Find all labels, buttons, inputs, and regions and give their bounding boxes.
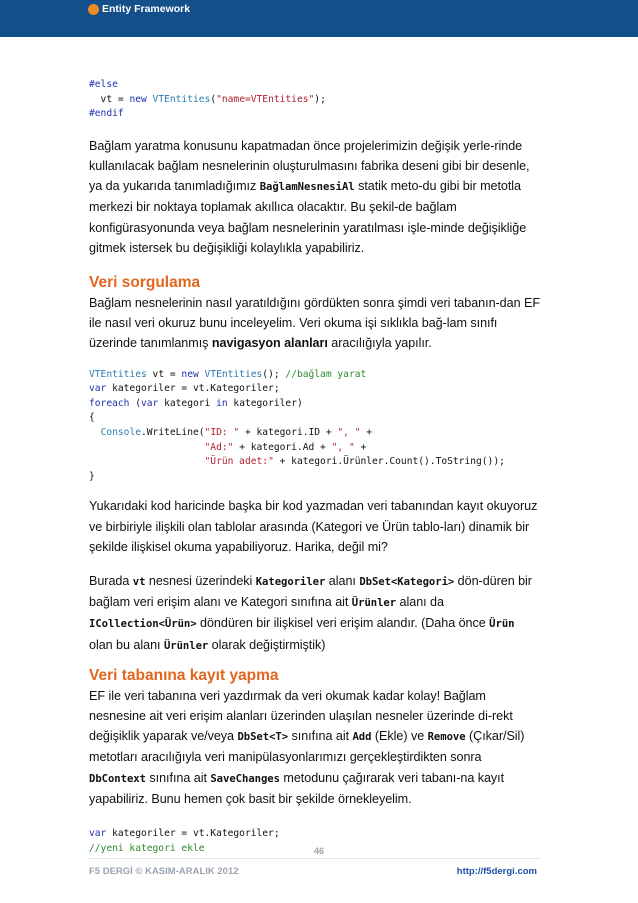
section-heading-veri-tabanina-kayit: Veri tabanına kayıt yapma — [89, 666, 279, 684]
header-title: Entity Framework — [102, 3, 191, 15]
code-token: .WriteLine( — [141, 426, 205, 438]
bold-text: navigasyon alanları — [211, 336, 328, 351]
code-token: kategori — [158, 397, 217, 409]
paragraph-4 — [89, 571, 541, 656]
inline-code: ICollection<Ürün> — [89, 618, 197, 631]
inline-code: BağlamNesnesiAl — [259, 181, 355, 194]
text-run: olan bu alanı — [89, 637, 164, 652]
code-token: new — [129, 93, 147, 105]
code-token: + kategori.Ad + — [233, 441, 332, 453]
code-token: Console — [100, 426, 141, 438]
code-token: ", " — [337, 426, 361, 438]
footer-divider — [89, 858, 541, 859]
code-token: "ID: " — [204, 426, 240, 438]
footer-copyright: F5 DERGİ © KASIM-ARALIK 2012 — [89, 866, 239, 877]
code-token: foreach — [89, 397, 130, 409]
text-run: nesnesi üzerindeki — [145, 573, 256, 588]
inline-code: SaveChanges — [210, 772, 280, 785]
code-token: + kategori.ID + — [239, 426, 338, 438]
inline-code: DbSet<Kategori> — [359, 575, 455, 588]
code-token: VTEntities — [89, 368, 147, 380]
code-token: ); — [314, 93, 326, 105]
text-run: döndüren bir ilişkisel veri erişim alandır. (Daha önce — [196, 616, 490, 631]
code-comment: //bağlam yarat — [285, 368, 367, 380]
paragraph-5 — [89, 686, 541, 809]
page-number: 46 — [313, 846, 324, 856]
inline-code: Kategoriler — [255, 575, 326, 588]
text-run: Bağlam yaratma konusunu kapatmadan önce projelerimizin değişik yerle-rinde kullanılacak bağlam nesnelerinin oluşturulmasını fabrika deseni gibi bir desenle, ya da yukarıda tanımladığımız — [89, 138, 530, 194]
inline-code: Ürünler — [351, 597, 397, 610]
code-token — [89, 427, 101, 438]
text-run: alanı da — [396, 595, 444, 610]
code-token — [89, 456, 205, 467]
paragraph-1 — [89, 136, 541, 258]
code-token: var — [89, 828, 107, 839]
text-run: sınıfına ait — [288, 729, 353, 744]
inline-code: Add — [352, 731, 372, 744]
code-token: (); — [262, 368, 286, 380]
text-run: (Ekle) ve — [371, 729, 428, 744]
code-block-2 — [89, 368, 541, 485]
code-token: #else — [89, 79, 118, 90]
code-token: } — [89, 470, 95, 482]
code-token: kategoriler = vt.Kategoriler; — [106, 383, 280, 395]
inline-code: vt — [132, 575, 146, 588]
header-bar — [0, 0, 638, 37]
text-run: EF ile veri tabanına veri yazdırmak da veri okumak kadar kolay! Bağlam nesnesine ait veri erişim alanları üzerinden ulaşılan nesneler üzerinde di-rekt değişiklik yaparak ve/veya — [89, 688, 513, 744]
code-token: ", " — [331, 441, 355, 453]
code-token: var — [141, 397, 159, 409]
code-comment: //yeni kategori ekle — [89, 842, 205, 854]
code-token: + kategori.Ürünler.Count().ToString()); — [273, 456, 505, 468]
code-token: #endif — [89, 108, 124, 120]
code-token: "Ürün adet:" — [204, 456, 274, 468]
text-run: dön-düren bir bağlam veri erişim alanı ve Kategori sınıfına ait — [89, 573, 532, 610]
code-token: + — [354, 441, 367, 453]
inline-code: Ürünler — [163, 639, 209, 652]
text-run: Bağlam nesnelerinin nasıl yaratıldığını gördükten sonra şimdi veri tabanın-dan EF ile nasıl veri okuruz bunu inceleyelim. Veri okuma işi sıklıkla bağ-lam sınıfı üzerinde tanımlanmış — [89, 296, 540, 351]
code-token: VTEntities — [204, 368, 263, 380]
code-token: VTEntities — [152, 93, 211, 105]
text-run: sınıfına ait — [145, 770, 211, 785]
footer-link[interactable]: http://f5dergi.com — [456, 866, 537, 877]
code-token: "Ad:" — [204, 441, 234, 453]
code-token: + — [360, 426, 373, 438]
inline-code: Remove — [427, 731, 466, 744]
text-run: aracılığıyla yapılır. — [327, 336, 432, 351]
text-run: alanı — [325, 573, 360, 588]
orange-dot-icon — [88, 4, 99, 15]
code-token: { — [89, 412, 95, 424]
text-run: olarak değiştirmiştik) — [208, 637, 326, 652]
code-token: var — [89, 383, 107, 395]
text-run: statik meto-du gibi bir metotla merkezi bir noktaya toplamak akıllıca olacaktır. Bu şekil-de bağlam konfigürasyonunda veya bağlam nesnelerinin yaratılması işle-minde değişikliğe gitmek istersek bu değişikliği kolaylıkla yapabiliriz. — [89, 179, 527, 255]
inline-code: DbSet<T> — [237, 731, 289, 744]
code-token: new — [181, 368, 199, 380]
section-heading-veri-sorgulama: Veri sorgulama — [89, 274, 201, 291]
paragraph-3: Yukarıdaki kod haricinde başka bir kod yazmadan veri tabanından kayıt okuyoruz ve birbiriyle ilişkili olan tablolar arasında (Kategori ve Ürün tablo-ları) dinamik bir şekilde ilişkisel okuma yapabiliyoruz. Harika, değil mi? — [89, 499, 538, 554]
code-token — [89, 442, 205, 453]
text-run: metodunu çağırarak veri tabanı-na kayıt yapabiliriz. Bunu hemen çok basit bir şekilde örnekleyelim. — [89, 770, 505, 806]
code-token: ( — [129, 397, 141, 409]
paragraph-2 — [89, 293, 541, 354]
code-token: vt = — [89, 93, 130, 105]
text-run: Burada — [89, 573, 133, 588]
code-token: vt = — [146, 368, 182, 380]
article-body — [89, 78, 541, 856]
code-block-1 — [89, 78, 541, 122]
code-token: "name=VTEntities" — [216, 93, 315, 105]
inline-code: Ürün — [489, 618, 515, 631]
code-token: kategoriler) — [227, 397, 303, 409]
inline-code: DbContext — [89, 772, 146, 785]
code-token: ( — [210, 93, 217, 105]
code-token: kategoriler = vt.Kategoriler; — [106, 828, 280, 839]
code-token: in — [216, 397, 228, 409]
text-run: (Çıkar/Sil) metotları aracılığıyla veri manipülasyonlarımızı gerçekleştirdikten sonra — [89, 729, 525, 765]
